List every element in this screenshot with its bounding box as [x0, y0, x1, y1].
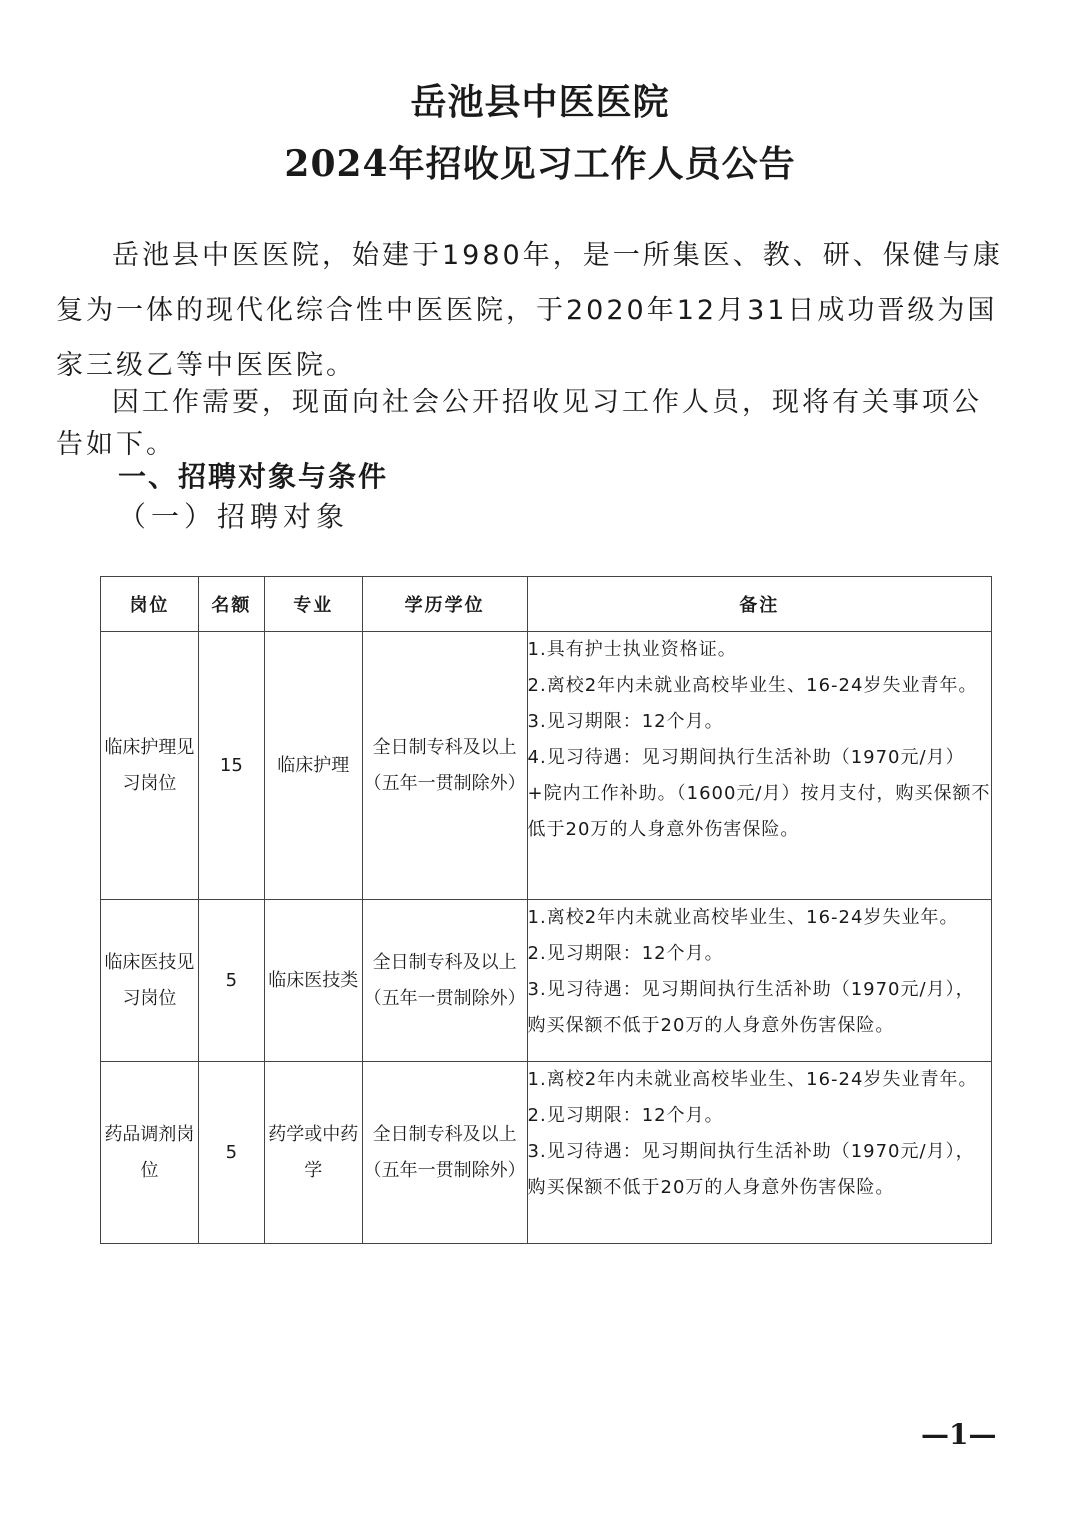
document-title-line1: 岳池县中医医院: [410, 81, 670, 123]
note-line: 2.离校2年内未就业高校毕业生、16-24岁失业青年。: [527, 675, 978, 696]
note-line: 1.具有护士执业资格证。: [527, 639, 737, 660]
subsection-heading: （一）招聘对象: [118, 500, 350, 533]
cell-major: 药学或中药学: [264, 1062, 362, 1244]
cell-notes: [527, 1062, 991, 1244]
cell-education: 全日制专科及以上（五年一贯制除外）: [362, 900, 527, 1062]
cell-education: 全日制专科及以上（五年一贯制除外）: [362, 632, 527, 900]
cell-quota: 5: [198, 900, 264, 1062]
note-line: 4.见习待遇：见习期间执行生活补助（1970元/月）+院内工作补助。（1600元/月）按月支付，购买保额不低于20万的人身意外伤害保险。: [527, 747, 991, 840]
table-header-row: [101, 577, 992, 632]
header-quota: 名额: [198, 577, 264, 632]
cell-quota: 15: [198, 632, 264, 900]
cell-position: 临床医技见习岗位: [101, 900, 199, 1062]
note-line: 3.见习待遇：见习期间执行生活补助（1970元/月），购买保额不低于20万的人身意外伤害保险。: [527, 1141, 975, 1198]
cell-position: 临床护理见习岗位: [101, 632, 199, 900]
cell-major: 临床医技类: [264, 900, 362, 1062]
note-line: 1.离校2年内未就业高校毕业生、16-24岁失业青年。: [527, 1069, 978, 1090]
note-line: 1.离校2年内未就业高校毕业生、16-24岁失业年。: [527, 907, 959, 928]
note-line: 2.见习期限：12个月。: [527, 943, 724, 964]
recruitment-table: [100, 576, 992, 1244]
note-line: 3.见习待遇：见习期间执行生活补助（1970元/月），购买保额不低于20万的人身意外伤害保险。: [527, 979, 975, 1036]
note-line: 3.见习期限：12个月。: [527, 711, 724, 732]
cell-quota: 5: [198, 1062, 264, 1244]
table-row: [101, 900, 992, 1062]
table-row: [101, 632, 992, 900]
table-row: [101, 1062, 992, 1244]
intro-paragraph: 岳池县中医医院，始建于1980年，是一所集医、教、研、保健与康复为一体的现代化综合性中医医院，于2020年12月31日成功晋级为国家三级乙等中医医院。: [56, 240, 1003, 381]
cell-notes: [527, 632, 991, 900]
header-notes: 备注: [527, 577, 991, 632]
note-line: 2.见习期限：12个月。: [527, 1105, 724, 1126]
section-heading: 一、招聘对象与条件: [118, 460, 389, 493]
cell-education: 全日制专科及以上（五年一贯制除外）: [362, 1062, 527, 1244]
purpose-paragraph: 因工作需要，现面向社会公开招收见习工作人员，现将有关事项公告如下。: [56, 387, 982, 460]
cell-major: 临床护理: [264, 632, 362, 900]
header-education: 学历学位: [362, 577, 527, 632]
document-title-line2: 2024年招收见习工作人员公告: [284, 143, 796, 185]
header-position: 岗位: [101, 577, 199, 632]
header-major: 专业: [264, 577, 362, 632]
page-number: —1—: [921, 1418, 997, 1451]
cell-notes: [527, 900, 991, 1062]
cell-position: 药品调剂岗位: [101, 1062, 199, 1244]
